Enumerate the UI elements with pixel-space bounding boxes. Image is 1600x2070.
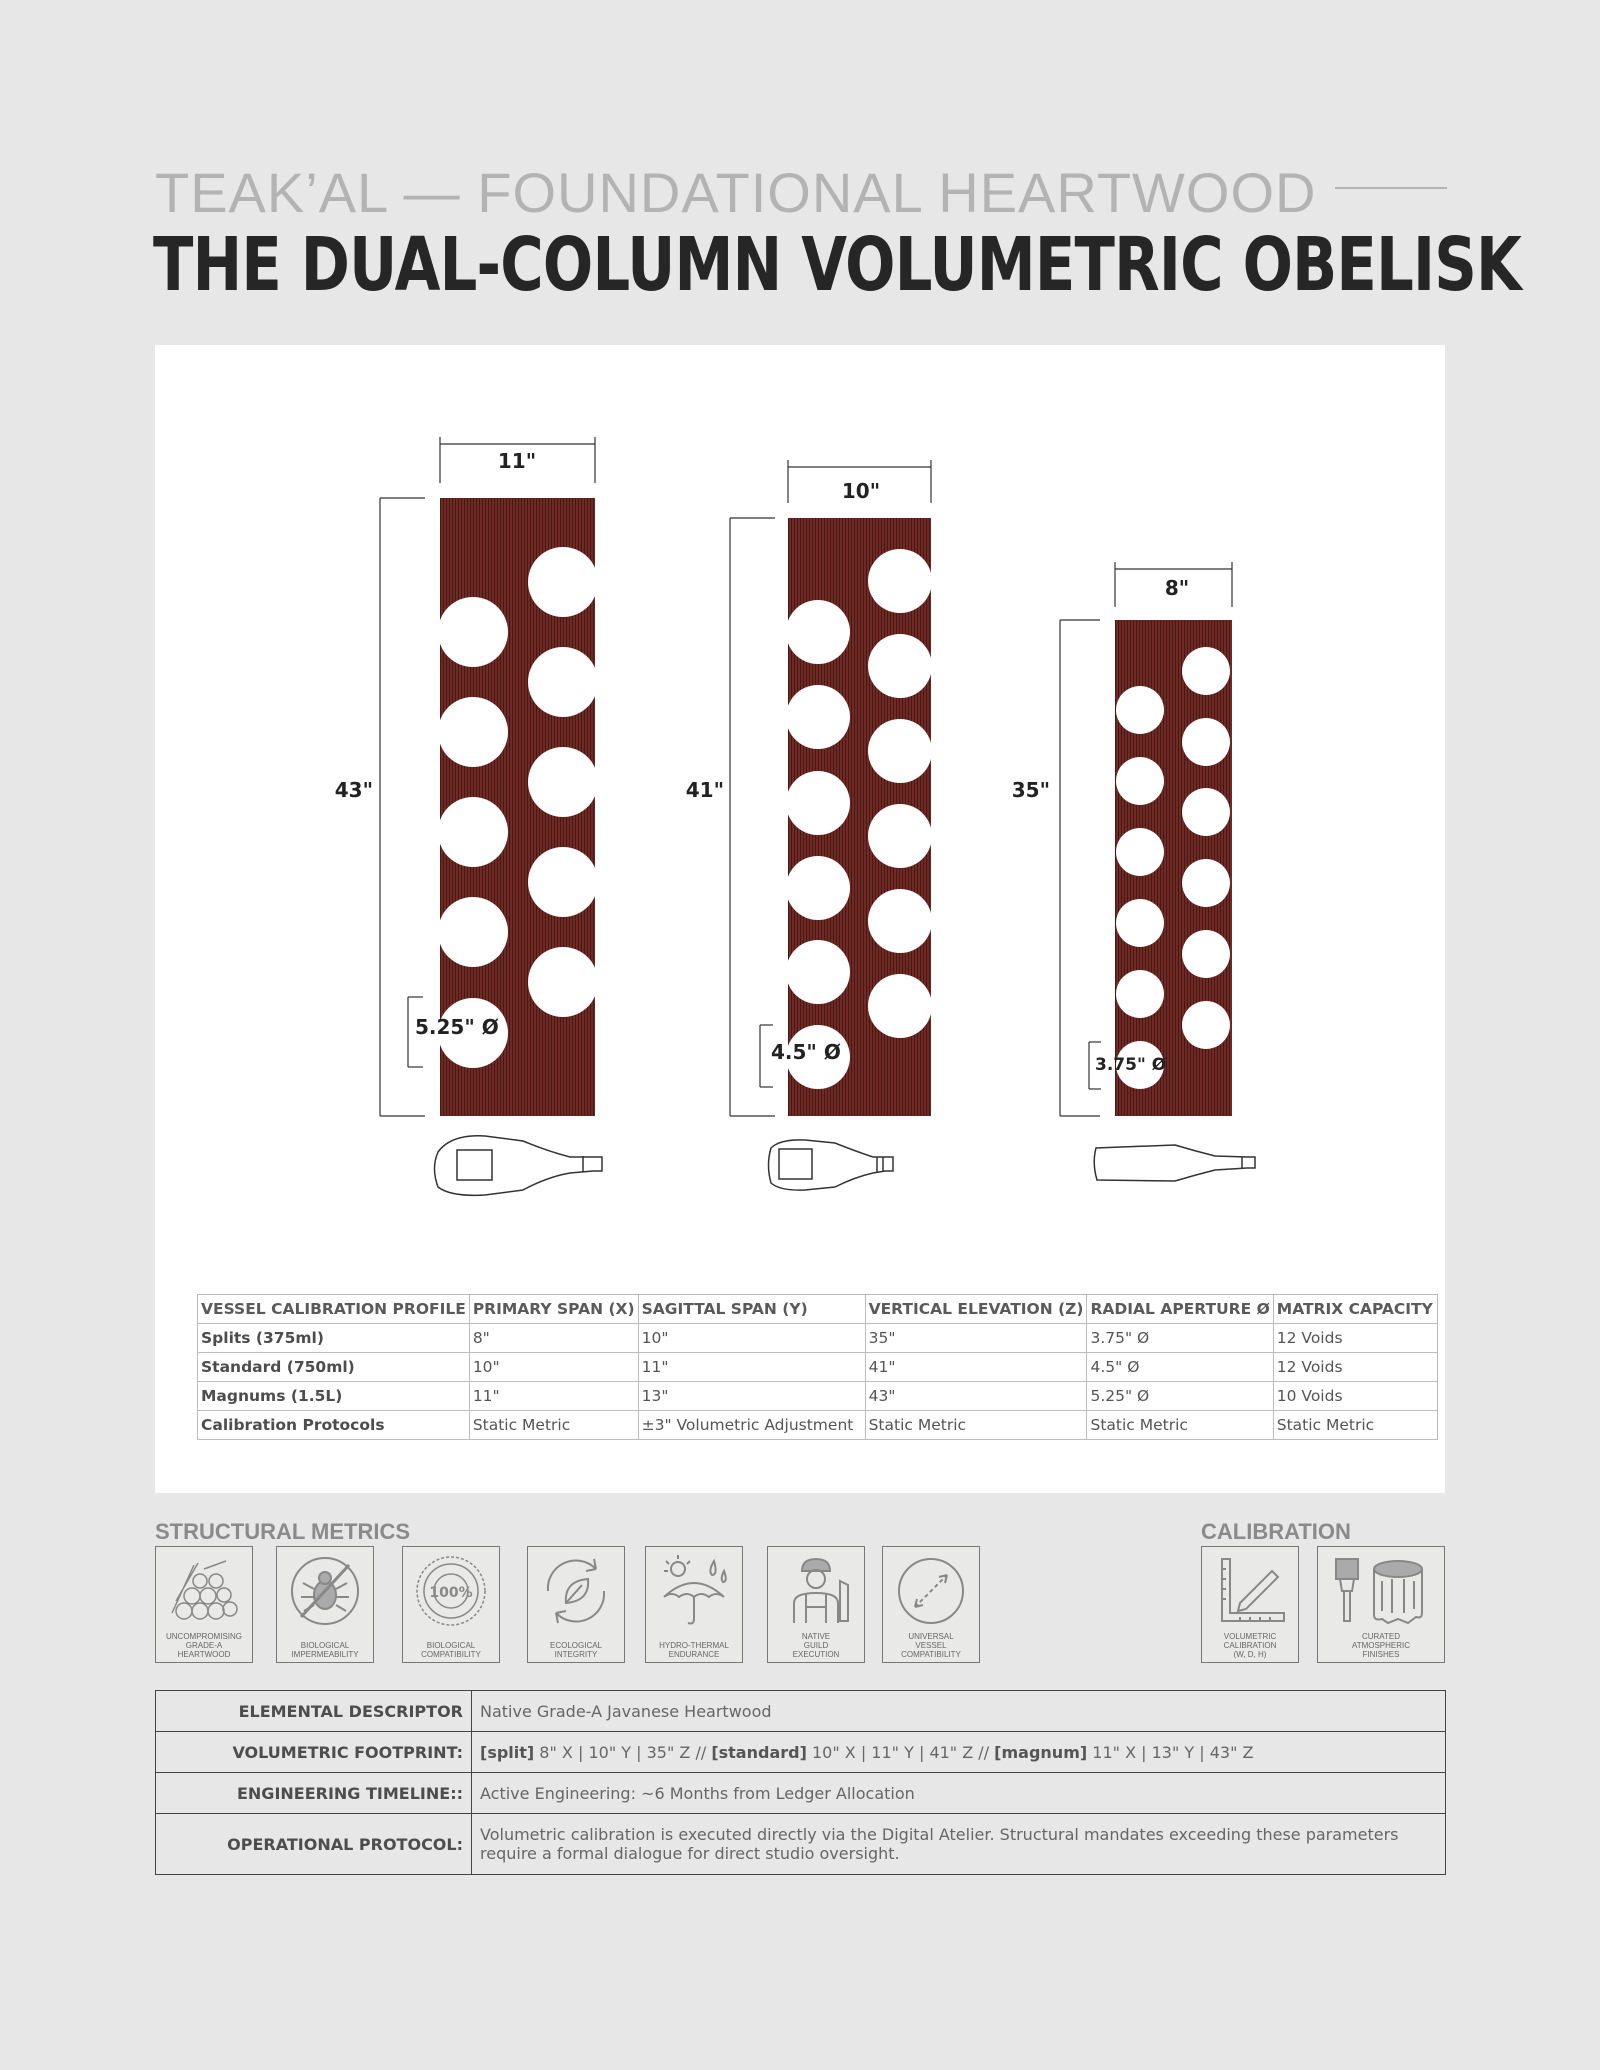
header-cell: VESSEL CALIBRATION PROFILE: [198, 1295, 470, 1324]
badge-line: BIOLOGICAL: [300, 1641, 350, 1650]
row-value: Native Grade-A Javanese Heartwood: [472, 1691, 1446, 1732]
bottle-hole: [438, 897, 508, 967]
champagne-bottle-icon: [769, 1140, 894, 1190]
row-label: Magnums (1.5L): [198, 1382, 470, 1411]
row-label: VOLUMETRIC FOOTPRINT:: [156, 1732, 472, 1773]
table-cell: Static Metric: [1273, 1411, 1437, 1440]
badge-line: CURATED: [1361, 1632, 1401, 1641]
badge-compatibility: [402, 1546, 500, 1663]
table-row: [198, 1324, 1438, 1353]
badge-hydrothermal: [645, 1546, 743, 1663]
bottle-hole: [528, 547, 598, 617]
badge-guild: [767, 1546, 865, 1663]
badge-line: HYDRO-THERMAL: [659, 1641, 729, 1650]
bottle-hole: [868, 549, 932, 613]
table-row: [156, 1732, 1446, 1773]
badge-universal: [882, 1546, 980, 1663]
row-label: ENGINEERING TIMELINE::: [156, 1773, 472, 1814]
bottle-hole: [1182, 930, 1230, 978]
badge-label: [156, 1632, 252, 1659]
rack-standard: [686, 460, 932, 1190]
bottle-hole: [438, 797, 508, 867]
row-label: Calibration Protocols: [198, 1411, 470, 1440]
bottle-hole: [438, 697, 508, 767]
spec-table-header-row: [198, 1295, 1438, 1324]
info-table: [155, 1690, 1446, 1875]
structural-metrics-heading: STRUCTURAL METRICS: [155, 1519, 411, 1544]
aperture-label: 5.25" Ø: [415, 1015, 499, 1039]
footprint-tag: [magnum]: [994, 1742, 1088, 1762]
bottle-hole: [528, 747, 598, 817]
badge-line: BIOLOGICAL: [426, 1641, 476, 1650]
header-cell: MATRIX CAPACITY: [1273, 1295, 1437, 1324]
badge-line: COMPATIBILITY: [901, 1650, 961, 1659]
calibration-heading: CALIBRATION: [1201, 1519, 1351, 1544]
aperture-label: 3.75" Ø: [1095, 1055, 1167, 1075]
bottle-hole: [1116, 899, 1164, 947]
bottle-hole: [868, 974, 932, 1038]
split-bottle-icon: [1094, 1145, 1255, 1181]
table-cell: 43": [865, 1382, 1087, 1411]
badge-line: CALIBRATION: [1223, 1641, 1277, 1650]
eyebrow-heading: TEAK’AL — FOUNDATIONAL HEARTWOOD: [155, 161, 1317, 224]
badge-label: [768, 1632, 864, 1659]
diagram-panel: [155, 345, 1445, 1493]
ruler-pencil-icon: [1210, 1551, 1290, 1629]
footprint-value: 11" X | 13" Y | 43" Z: [1087, 1742, 1254, 1762]
table-row: [198, 1353, 1438, 1382]
rack-split: [1012, 562, 1255, 1181]
sun-umbrella-rain-icon: [654, 1551, 734, 1629]
width-label: 11": [497, 449, 537, 473]
badge-line: ECOLOGICAL: [549, 1641, 602, 1650]
bottle-hole: [868, 889, 932, 953]
craftsman-icon: [776, 1551, 856, 1629]
seal-text: 100%: [429, 1585, 473, 1601]
height-label: 43": [334, 778, 373, 802]
hypoallergenic-seal-icon: [411, 1551, 491, 1629]
bottle-hole: [786, 600, 850, 664]
table-cell: 4.5" Ø: [1087, 1353, 1273, 1382]
bottle-hole: [1116, 970, 1164, 1018]
bottle-hole: [438, 597, 508, 667]
table-cell: 35": [865, 1324, 1087, 1353]
bottle-hole: [1182, 788, 1230, 836]
height-label: 35": [1011, 778, 1050, 802]
page-title: THE DUAL-COLUMN VOLUMETRIC OBELISK: [153, 222, 1522, 308]
height-label: 41": [685, 778, 724, 802]
table-row: [156, 1814, 1446, 1875]
table-cell: Static Metric: [1087, 1411, 1273, 1440]
table-cell: 11": [469, 1382, 638, 1411]
table-cell: 11": [638, 1353, 865, 1382]
badge-line: VOLUMETRIC: [1223, 1632, 1277, 1641]
spec-table: [197, 1294, 1438, 1440]
bottle-hole: [1182, 718, 1230, 766]
bottle-hole: [528, 647, 598, 717]
row-label: OPERATIONAL PROTOCOL:: [156, 1814, 472, 1875]
no-bug-icon: [285, 1551, 365, 1629]
row-value: Active Engineering: ~6 Months from Ledger Allocation: [472, 1773, 1446, 1814]
row-value: [472, 1732, 1446, 1773]
table-cell: 10": [469, 1353, 638, 1382]
table-row: [156, 1773, 1446, 1814]
bottle-hole: [1182, 647, 1230, 695]
badge-line: NATIVE: [801, 1632, 831, 1641]
bottle-hole: [1116, 757, 1164, 805]
table-cell: 8": [469, 1324, 638, 1353]
badge-volumetric-calibration: [1201, 1546, 1299, 1663]
width-label: 8": [1164, 576, 1190, 600]
badge-line: VESSEL: [915, 1641, 947, 1650]
badge-line: UNCOMPROMISING: [166, 1632, 242, 1641]
badge-line: INTEGRITY: [554, 1650, 598, 1659]
badge-label: [646, 1641, 742, 1659]
badge-line: IMPERMEABILITY: [291, 1650, 359, 1659]
bottle-hole: [868, 804, 932, 868]
badge-label: [1318, 1632, 1444, 1659]
bottle-hole: [528, 847, 598, 917]
bottle-hole: [868, 634, 932, 698]
badge-line: ATMOSPHERIC: [1351, 1641, 1411, 1650]
bottle-hole: [1182, 1001, 1230, 1049]
table-cell: 12 Voids: [1273, 1353, 1437, 1382]
table-cell: 5.25" Ø: [1087, 1382, 1273, 1411]
badge-impermeability: [276, 1546, 374, 1663]
table-row: [156, 1691, 1446, 1732]
table-cell: Static Metric: [469, 1411, 638, 1440]
footprint-tag: [split]: [480, 1742, 535, 1762]
bottle-hole: [1116, 686, 1164, 734]
table-cell: 41": [865, 1353, 1087, 1382]
eco-leaf-icon: [536, 1551, 616, 1629]
table-cell: Static Metric: [865, 1411, 1087, 1440]
badge-label: [528, 1641, 624, 1659]
row-label: ELEMENTAL DESCRIPTOR: [156, 1691, 472, 1732]
badge-line: GUILD: [803, 1641, 829, 1650]
table-cell: 10 Voids: [1273, 1382, 1437, 1411]
header-cell: VERTICAL ELEVATION (Z): [865, 1295, 1087, 1324]
table-row: [198, 1382, 1438, 1411]
table-cell: 13": [638, 1382, 865, 1411]
bottle-hole: [786, 940, 850, 1004]
header-cell: SAGITTAL SPAN (Y): [638, 1295, 865, 1324]
bottle-hole: [1182, 859, 1230, 907]
bottle-hole: [786, 856, 850, 920]
diameter-circle-icon: [891, 1551, 971, 1629]
table-cell: ±3" Volumetric Adjustment: [638, 1411, 865, 1440]
bottle-hole: [786, 685, 850, 749]
table-cell: 12 Voids: [1273, 1324, 1437, 1353]
row-label: Standard (750ml): [198, 1353, 470, 1382]
footprint-value: 10" X | 11" Y | 41" Z //: [806, 1742, 995, 1762]
badge-finishes: [1317, 1546, 1445, 1663]
badge-label: [403, 1641, 499, 1659]
width-label: 10": [841, 479, 881, 503]
log-pile-icon: [164, 1551, 244, 1626]
table-row: [198, 1411, 1438, 1440]
header-cell: RADIAL APERTURE Ø: [1087, 1295, 1273, 1324]
badge-label: [1202, 1632, 1298, 1659]
badge-ecological: [527, 1546, 625, 1663]
bottle-hole: [786, 771, 850, 835]
bottle-hole: [868, 719, 932, 783]
badge-line: COMPATIBILITY: [421, 1650, 481, 1659]
badge-line: GRADE-A: [185, 1641, 223, 1650]
badge-line: (W, D, H): [1233, 1650, 1267, 1659]
table-cell: 10": [638, 1324, 865, 1353]
brush-stump-icon: [1326, 1551, 1436, 1629]
badge-line: EXECUTION: [792, 1650, 840, 1659]
badge-line: HEARTWOOD: [177, 1650, 231, 1659]
badge-heartwood: [155, 1546, 253, 1663]
aperture-label: 4.5" Ø: [771, 1040, 841, 1064]
badge-line: ENDURANCE: [668, 1650, 720, 1659]
badge-line: UNIVERSAL: [908, 1632, 954, 1641]
badge-line: FINISHES: [1362, 1650, 1400, 1659]
badge-label: [277, 1641, 373, 1659]
row-label: Splits (375ml): [198, 1324, 470, 1353]
magnum-bottle-icon: [435, 1136, 603, 1196]
footprint-value: 8" X | 10" Y | 35" Z //: [534, 1742, 712, 1762]
badge-label: [883, 1632, 979, 1659]
bottle-hole: [528, 947, 598, 1017]
table-cell: 3.75" Ø: [1087, 1324, 1273, 1353]
rack-magnum: [335, 437, 602, 1195]
header-cell: PRIMARY SPAN (X): [469, 1295, 638, 1324]
footprint-tag: [standard]: [711, 1742, 807, 1762]
row-value: Volumetric calibration is executed directly via the Digital Atelier. Structural mandates exceeding these parameters require a formal dialogue for direct studio oversight.: [472, 1814, 1446, 1875]
eyebrow-rule: [1335, 187, 1447, 189]
bottle-hole: [1116, 828, 1164, 876]
